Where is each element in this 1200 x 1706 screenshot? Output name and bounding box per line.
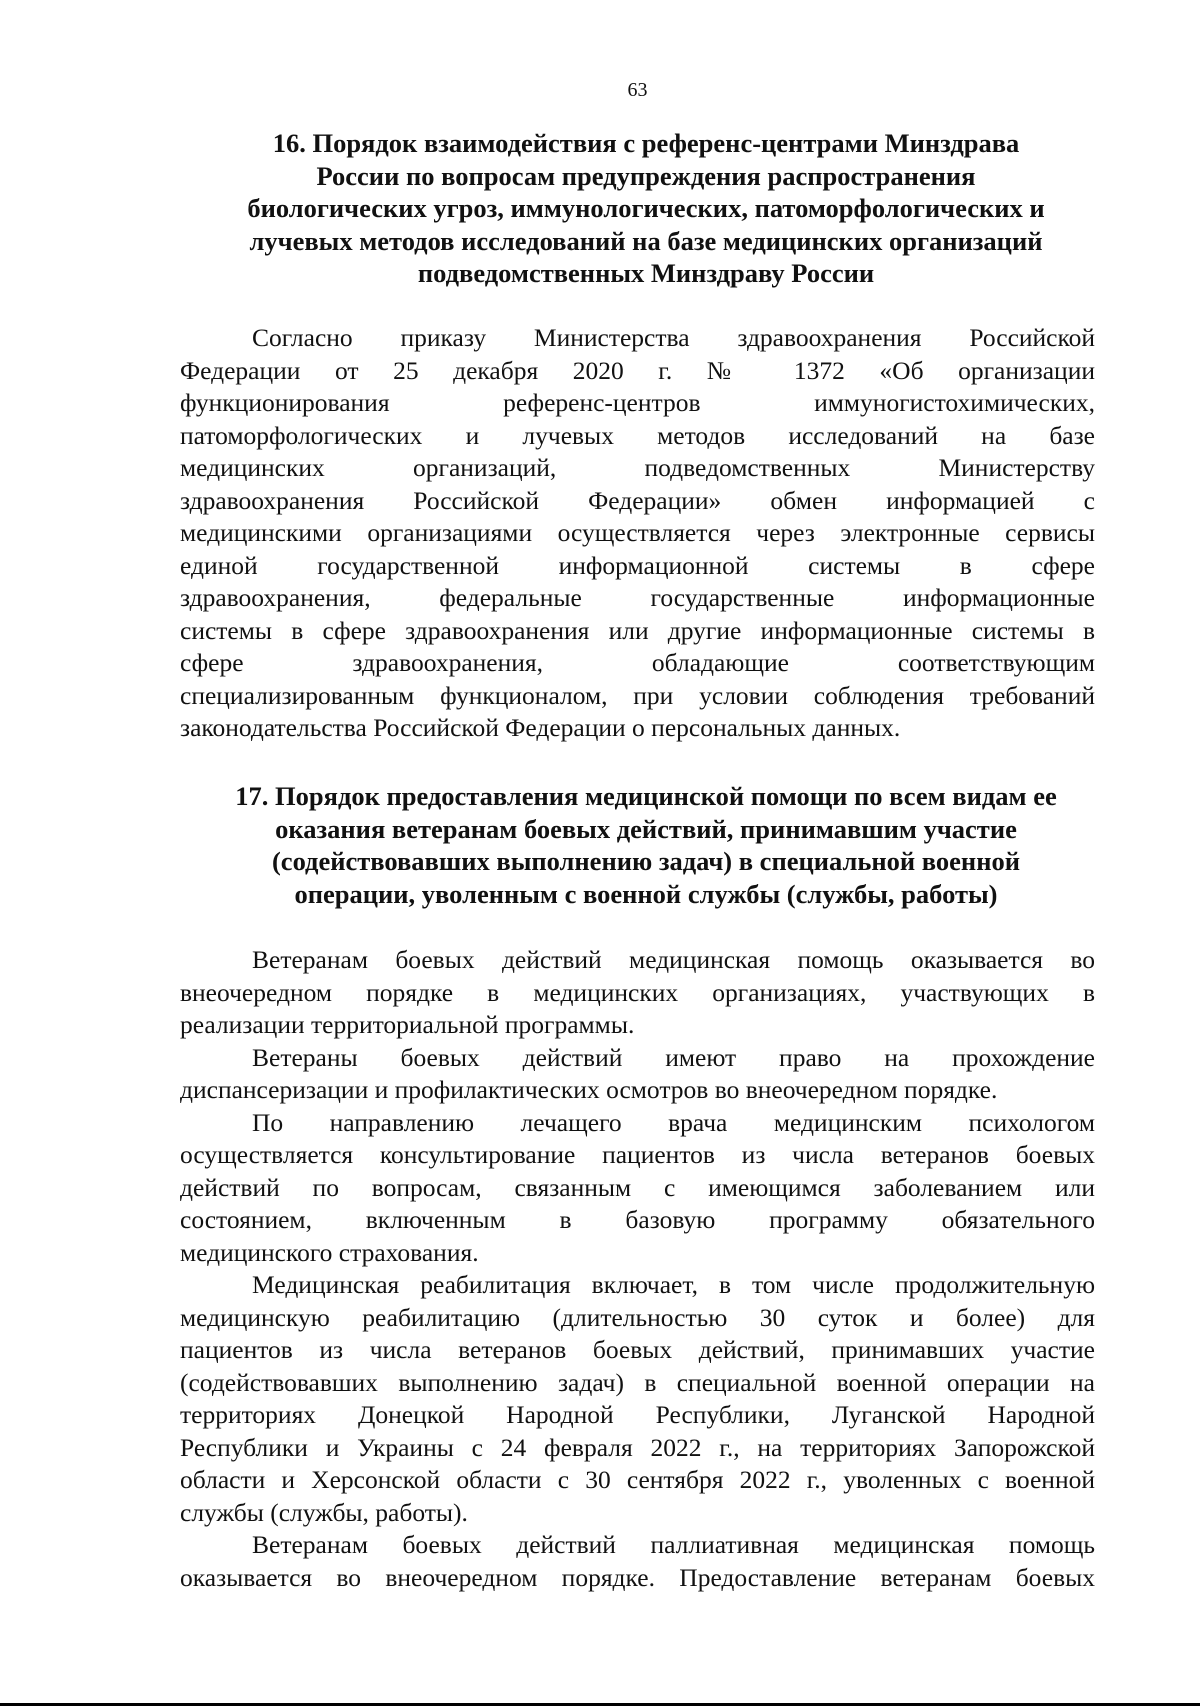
text-line: По направлению лечащего врача медицинским психологом <box>252 1107 1095 1137</box>
text-line: Ветеранам боевых действий паллиативная медицинская помощь <box>252 1530 1095 1559</box>
text-line: Медицинская реабилитация включает, в том числе продолжительную <box>252 1270 1095 1299</box>
text-line: Федерации от 25 декабря 2020 г. № 1372 «Об организации <box>180 355 1095 385</box>
section-16-title-line: лучевых методов исследований на базе медицинских организаций <box>249 225 1043 256</box>
text-line: законодательства Российской Федерации о персональных данных. <box>180 713 901 742</box>
section-17-paragraph <box>180 944 1095 1042</box>
text-line: специализированным функционалом, при условии соблюдения требований <box>180 680 1095 710</box>
text-line: патоморфологических и лучевых методов исследований на базе <box>180 420 1095 450</box>
section-16-paragraph <box>180 322 1095 745</box>
text-line: диспансеризации и профилактических осмотров во внеочередном порядке. <box>180 1075 998 1104</box>
section-17-title-line: (содействовавших выполнению задач) в специальной военной <box>271 846 1020 876</box>
text-line: внеочередном порядке в медицинских организациях, участвующих в <box>180 977 1095 1007</box>
text-line: области и Херсонской области с 30 сентября 2022 г., уволенных с военной <box>180 1465 1095 1494</box>
section-16-title-line: России по вопросам предупреждения распространения <box>316 160 976 191</box>
text-line: медицинских организаций, подведомственных Министерству <box>180 453 1095 482</box>
text-line: пациентов из числа ветеранов боевых действий, принимавших участие <box>180 1335 1095 1364</box>
text-line: осуществляется консультирование пациентов из числа ветеранов боевых <box>180 1140 1095 1169</box>
text-line: медицинского страхования. <box>180 1237 479 1267</box>
text-line: сфере здравоохранения, обладающие соответствующим <box>180 648 1095 677</box>
text-line: состоянием, включенным в базовую программу обязательного <box>180 1205 1095 1234</box>
section-17-title-line: 17. Порядок предоставления медицинской помощи по всем видам ее <box>235 781 1057 811</box>
text-line: действий по вопросам, связанным с имеющимся заболеванием или <box>180 1172 1095 1202</box>
text-line: Ветераны боевых действий имеют право на прохождение <box>252 1042 1095 1072</box>
text-line: Республики и Украины с 24 февраля 2022 г., на территориях Запорожской <box>180 1432 1095 1462</box>
section-17-title-line: операции, уволенным с военной службы (службы, работы) <box>294 878 998 909</box>
section-17-paragraph <box>180 1269 1095 1529</box>
text-line: территориях Донецкой Народной Республики, Луганской Народной <box>180 1400 1095 1429</box>
section-17-title-line: оказания ветеранам боевых действий, принимавшим участие <box>275 813 1017 844</box>
text-line: единой государственной информационной системы в сфере <box>180 550 1095 580</box>
text-line: Согласно приказу Министерства здравоохранения Российской <box>252 323 1095 352</box>
page-number: 63 <box>627 79 648 101</box>
section-16-title <box>180 127 1112 290</box>
section-17-paragraph <box>180 1107 1095 1270</box>
text-line: Ветеранам боевых действий медицинская помощь оказывается во <box>252 945 1095 974</box>
section-17-paragraph <box>180 1529 1095 1594</box>
text-line: реализации территориальной программы. <box>180 1010 635 1039</box>
text-line: здравоохранения, федеральные государственные информационные <box>180 583 1095 612</box>
section-17-title <box>180 780 1112 910</box>
text-line: здравоохранения Российской Федерации» обмен информацией с <box>180 485 1095 515</box>
text-line: (содействовавших выполнению задач) в специальной военной операции на <box>180 1367 1095 1397</box>
text-line: службы (службы, работы). <box>180 1497 468 1527</box>
text-line: медицинскими организациями осуществляется через электронные сервисы <box>180 518 1095 547</box>
text-line: оказывается во внеочередном порядке. Предоставление ветеранам боевых <box>180 1562 1095 1592</box>
section-16-title-line: подведомственных Минздраву России <box>417 258 875 288</box>
text-line: системы в сфере здравоохранения или другие информационные системы в <box>180 615 1095 645</box>
section-17-paragraph <box>180 1042 1095 1107</box>
text-line: медицинскую реабилитацию (длительностью 30 суток и более) для <box>180 1302 1095 1332</box>
section-16-body <box>180 322 1095 745</box>
section-16-title-line: 16. Порядок взаимодействия с референс-центрами Минздрава <box>272 128 1020 158</box>
text-line: функционирования референс-центров иммуногистохимических, <box>180 388 1095 417</box>
section-16-title-line: биологических угроз, иммунологических, патоморфологических и <box>247 193 1045 223</box>
section-17-body <box>180 944 1095 1594</box>
